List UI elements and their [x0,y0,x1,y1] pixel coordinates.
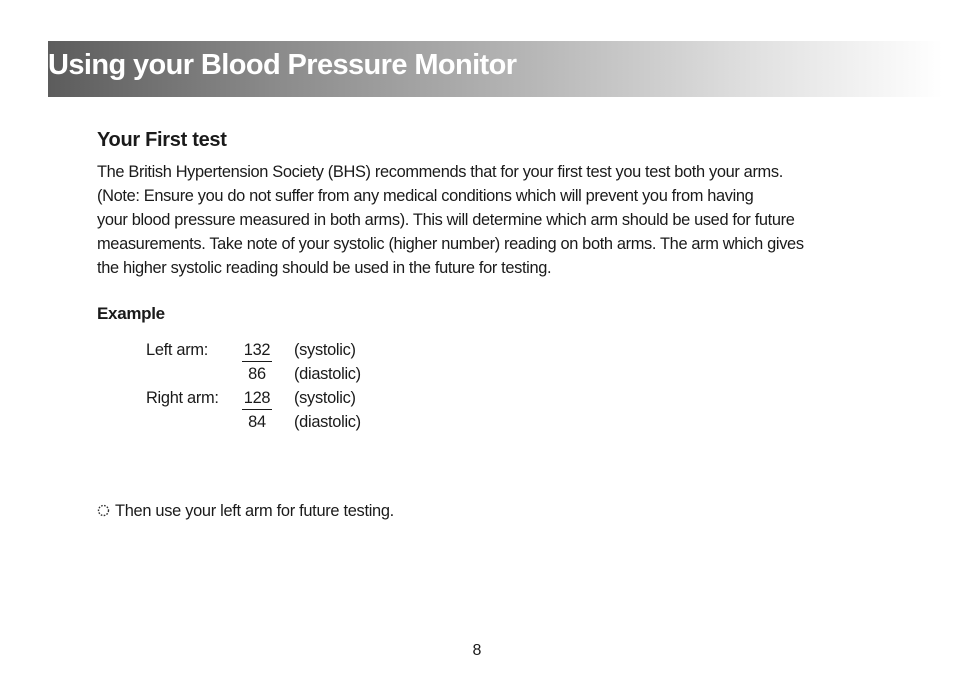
paragraph-line: the higher systolic reading should be used in the future for testing. [97,259,552,277]
example-label: Example [97,304,165,323]
arm-label: Left arm: [146,341,208,359]
reading-type: (systolic) [294,389,356,407]
paragraph-line: (Note: Ensure you do not suffer from any medical conditions which will prevent you from having [97,187,754,205]
reading-type: (diastolic) [294,413,361,431]
arm-label: Right arm: [146,389,219,407]
reading-value: 132 [242,338,272,362]
reading-type: (diastolic) [294,365,361,383]
conclusion-text: Then use your left arm for future testing. [115,502,394,520]
paragraph-line: The British Hypertension Society (BHS) recommends that for your first test you test both your arms. [97,163,783,181]
conclusion [97,499,394,523]
dotted-circle-bullet-icon [97,500,110,513]
reading-value: 128 [242,386,272,410]
page-title: Using your Blood Pressure Monitor [48,49,517,81]
reading-value: 86 [248,365,266,383]
section-title: Your First test [97,129,227,151]
paragraph-line: measurements. Take note of your systolic (higher number) reading on both arms. The arm which gives [97,235,804,253]
reading-type: (systolic) [294,341,356,359]
section-paragraph [97,160,897,280]
page-number: 8 [472,642,482,659]
reading-value: 84 [248,413,266,431]
paragraph-line: your blood pressure measured in both arms). This will determine which arm should be used for future [97,211,795,229]
